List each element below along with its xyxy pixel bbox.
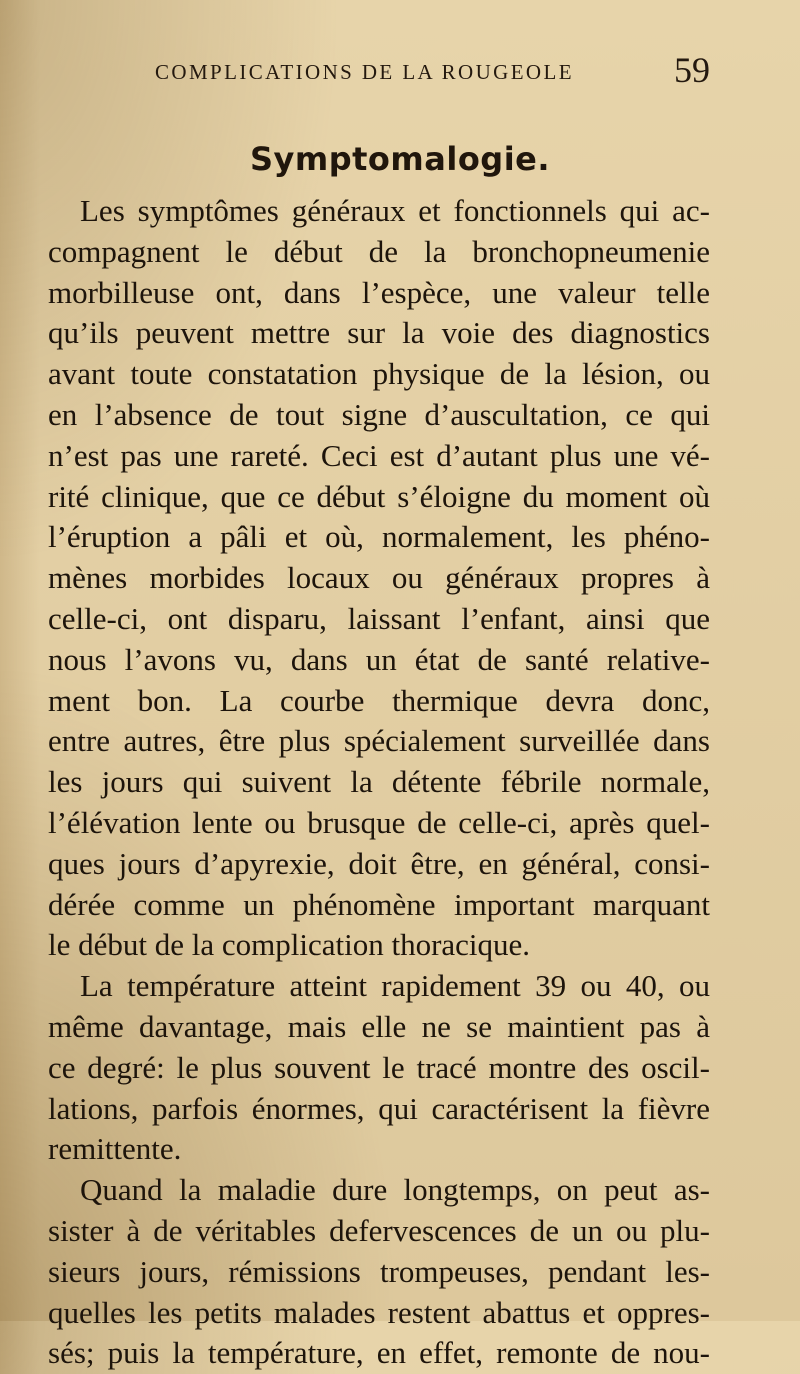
text-line: avant toute constatation physique de la lésion, ou <box>48 356 710 392</box>
text-line: entre autres, être plus spécialement surveillée dans <box>48 723 710 759</box>
text-line: lations, parfois énormes, qui caractérisent la fièvre <box>48 1090 710 1126</box>
section-title: Symptomalogie. <box>249 140 551 178</box>
text-line: morbilleuse ont, dans l’espèce, une valeur telle <box>48 274 710 310</box>
text-line: remittente. <box>48 1131 182 1167</box>
running-title: COMPLICATIONS DE LA ROUGEOLE <box>155 60 574 84</box>
text-line: le début de la complication thoracique. <box>48 927 531 963</box>
text-line: ment bon. La courbe thermique devra donc, <box>48 682 710 718</box>
running-header <box>155 50 710 90</box>
text-line: mènes morbides locaux ou généraux propres à <box>48 560 710 596</box>
body-text <box>48 191 710 1374</box>
text-line: ce degré: le plus souvent le tracé montre des oscil- <box>48 1049 710 1085</box>
text-line: quelles les petits malades restent abattus et oppres- <box>48 1294 710 1330</box>
text-line: celle-ci, ont disparu, laissant l’enfant, ainsi que <box>48 600 710 636</box>
text-line: nous l’avons vu, dans un état de santé relative- <box>48 641 710 677</box>
text-line: sister à de véritables defervescences de un ou plu- <box>48 1212 710 1248</box>
text-line: Quand la maladie dure longtemps, on peut as- <box>80 1172 710 1208</box>
text-line: sés; puis la température, en effet, remonte de nou- <box>48 1335 710 1371</box>
text-line: ques jours d’apyrexie, doit être, en général, consi- <box>48 845 710 881</box>
text-line: compagnent le début de la bronchopneumenie <box>48 233 710 269</box>
text-line: l’élévation lente ou brusque de celle-ci, après quel- <box>48 804 710 840</box>
text-line: dérée comme un phénomène important marquant <box>48 886 710 922</box>
text-line: n’est pas une rareté. Ceci est d’autant plus une vé- <box>48 437 710 473</box>
text-line: Les symptômes généraux et fonctionnels qui ac- <box>80 193 710 228</box>
text-line: les jours qui suivent la détente fébrile normale, <box>48 764 710 800</box>
page-number: 59 <box>674 50 710 90</box>
text-line: qu’ils peuvent mettre sur la voie des diagnostics <box>48 315 710 351</box>
text-line: sieurs jours, rémissions trompeuses, pendant les- <box>48 1253 710 1289</box>
text-line: La température atteint rapidement 39 ou 40, ou <box>80 968 710 1004</box>
text-line: en l’absence de tout signe d’auscultation, ce qui <box>48 396 710 432</box>
text-line: même davantage, mais elle ne se maintient pas à <box>48 1008 710 1044</box>
text-line: l’éruption a pâli et où, normalement, les phéno- <box>48 519 710 555</box>
text-line: rité clinique, que ce début s’éloigne du moment où <box>48 478 710 514</box>
